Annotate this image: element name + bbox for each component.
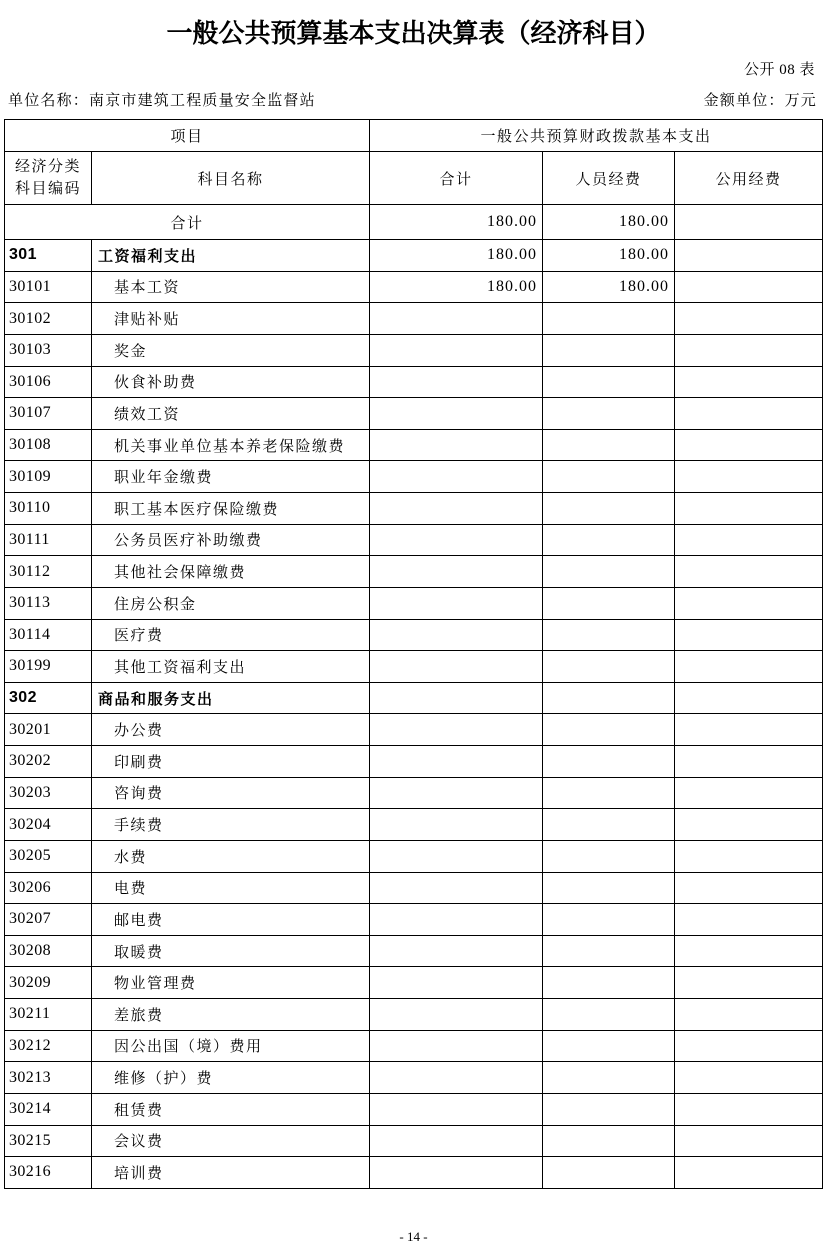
- total-cell: [370, 493, 543, 525]
- public-cell: [675, 746, 823, 778]
- table-row: [5, 1030, 823, 1062]
- name-cell: 公务员医疗补助缴费: [92, 524, 370, 556]
- table-row: [5, 493, 823, 525]
- form-number: 公开 08 表: [743, 62, 815, 78]
- name-cell: 绩效工资: [92, 398, 370, 430]
- public-cell: [675, 461, 823, 493]
- page-number: - 14 -: [399, 1229, 428, 1244]
- total-cell: [370, 999, 543, 1031]
- table-row: [5, 587, 823, 619]
- name-cell: 津贴补贴: [92, 303, 370, 335]
- code-cell: 30201: [5, 714, 92, 746]
- table-row: [5, 777, 823, 809]
- code-cell: 30216: [5, 1157, 92, 1189]
- name-cell: 办公费: [92, 714, 370, 746]
- total-cell: [370, 682, 543, 714]
- table-row: [5, 1125, 823, 1157]
- header-public: 公用经费: [675, 152, 823, 205]
- personnel-cell: [543, 1093, 675, 1125]
- personnel-cell: [543, 303, 675, 335]
- total-cell: 180.00: [370, 205, 543, 240]
- personnel-cell: [543, 935, 675, 967]
- total-cell: [370, 809, 543, 841]
- public-cell: [675, 493, 823, 525]
- table-row: [5, 904, 823, 936]
- total-cell: [370, 366, 543, 398]
- code-cell: 30106: [5, 366, 92, 398]
- public-cell: [675, 205, 823, 240]
- code-cell: 30207: [5, 904, 92, 936]
- code-cell: 30212: [5, 1030, 92, 1062]
- total-cell: [370, 904, 543, 936]
- table-row: [5, 524, 823, 556]
- header-code: [5, 152, 92, 205]
- personnel-cell: [543, 714, 675, 746]
- code-cell: 302: [5, 682, 92, 714]
- header-code-line1: 经济分类: [14, 159, 81, 175]
- personnel-cell: [543, 1062, 675, 1094]
- header-row-columns: [5, 152, 823, 205]
- name-cell: 奖金: [92, 334, 370, 366]
- public-cell: [675, 904, 823, 936]
- personnel-cell: [543, 1030, 675, 1062]
- total-row: [5, 205, 823, 240]
- header-project: 项目: [5, 120, 370, 152]
- table-row: [5, 809, 823, 841]
- table-row: [5, 840, 823, 872]
- public-cell: [675, 682, 823, 714]
- table-row: [5, 1062, 823, 1094]
- code-cell: 30111: [5, 524, 92, 556]
- name-cell: 住房公积金: [92, 587, 370, 619]
- public-cell: [675, 1030, 823, 1062]
- public-cell: [675, 366, 823, 398]
- code-cell: 30107: [5, 398, 92, 430]
- table-row: [5, 429, 823, 461]
- code-cell: 30199: [5, 651, 92, 683]
- code-cell: 30203: [5, 777, 92, 809]
- name-cell: 其他工资福利支出: [92, 651, 370, 683]
- public-cell: [675, 999, 823, 1031]
- total-cell: [370, 1125, 543, 1157]
- personnel-cell: [543, 556, 675, 588]
- header-name: 科目名称: [92, 152, 370, 205]
- amount-unit: 金额单位：万元: [703, 93, 817, 109]
- name-cell: 维修（护）费: [92, 1062, 370, 1094]
- table-row: [5, 366, 823, 398]
- table-row: [5, 334, 823, 366]
- name-cell: 水费: [92, 840, 370, 872]
- name-cell: 租赁费: [92, 1093, 370, 1125]
- public-cell: [675, 967, 823, 999]
- total-cell: 180.00: [370, 240, 543, 272]
- table-row: [5, 271, 823, 303]
- name-cell: 电费: [92, 872, 370, 904]
- personnel-cell: [543, 429, 675, 461]
- total-cell: [370, 1062, 543, 1094]
- personnel-cell: [543, 493, 675, 525]
- code-cell: 30112: [5, 556, 92, 588]
- personnel-cell: 180.00: [543, 240, 675, 272]
- total-cell: [370, 524, 543, 556]
- personnel-cell: [543, 1157, 675, 1189]
- personnel-cell: [543, 1125, 675, 1157]
- personnel-cell: [543, 872, 675, 904]
- total-cell: [370, 651, 543, 683]
- table-row: [5, 1157, 823, 1189]
- public-cell: [675, 872, 823, 904]
- name-cell: 机关事业单位基本养老保险缴费: [92, 429, 370, 461]
- page-title: 一般公共预算基本支出决算表（经济科目）: [166, 18, 661, 48]
- table-row: [5, 872, 823, 904]
- code-cell: 30211: [5, 999, 92, 1031]
- table-row: [5, 1093, 823, 1125]
- code-cell: 30202: [5, 746, 92, 778]
- public-cell: [675, 303, 823, 335]
- name-cell: 伙食补助费: [92, 366, 370, 398]
- code-cell: 30109: [5, 461, 92, 493]
- budget-table: [4, 119, 823, 1189]
- name-cell: 职业年金缴费: [92, 461, 370, 493]
- name-cell: 其他社会保障缴费: [92, 556, 370, 588]
- personnel-cell: 180.00: [543, 271, 675, 303]
- public-cell: [675, 398, 823, 430]
- name-cell: 手续费: [92, 809, 370, 841]
- table-row: [5, 714, 823, 746]
- public-cell: [675, 809, 823, 841]
- code-cell: 30114: [5, 619, 92, 651]
- public-cell: [675, 1062, 823, 1094]
- personnel-cell: [543, 587, 675, 619]
- name-cell: 会议费: [92, 1125, 370, 1157]
- public-cell: [675, 429, 823, 461]
- name-cell: 医疗费: [92, 619, 370, 651]
- name-cell: 印刷费: [92, 746, 370, 778]
- total-cell: [370, 777, 543, 809]
- code-cell: 30108: [5, 429, 92, 461]
- total-cell: [370, 1030, 543, 1062]
- personnel-cell: [543, 967, 675, 999]
- table-row: [5, 303, 823, 335]
- personnel-cell: [543, 334, 675, 366]
- table-row: [5, 999, 823, 1031]
- table-row: [5, 746, 823, 778]
- total-cell: [370, 967, 543, 999]
- personnel-cell: 180.00: [543, 205, 675, 240]
- personnel-cell: [543, 461, 675, 493]
- public-cell: [675, 777, 823, 809]
- public-cell: [675, 1093, 823, 1125]
- table-row: [5, 651, 823, 683]
- code-cell: 30103: [5, 334, 92, 366]
- total-cell: [370, 619, 543, 651]
- code-cell: 30206: [5, 872, 92, 904]
- table-row: [5, 461, 823, 493]
- table-row: [5, 619, 823, 651]
- code-cell: 30110: [5, 493, 92, 525]
- personnel-cell: [543, 904, 675, 936]
- code-cell: 30102: [5, 303, 92, 335]
- header-row-group: [5, 120, 823, 152]
- total-cell: [370, 872, 543, 904]
- total-cell: [370, 398, 543, 430]
- total-cell: [370, 1157, 543, 1189]
- personnel-cell: [543, 809, 675, 841]
- name-cell: 因公出国（境）费用: [92, 1030, 370, 1062]
- total-cell: [370, 303, 543, 335]
- total-cell: [370, 1093, 543, 1125]
- public-cell: [675, 935, 823, 967]
- public-cell: [675, 334, 823, 366]
- name-cell: 培训费: [92, 1157, 370, 1189]
- code-cell: 301: [5, 240, 92, 272]
- public-cell: [675, 524, 823, 556]
- total-cell: [370, 746, 543, 778]
- code-cell: 30213: [5, 1062, 92, 1094]
- name-cell: 工资福利支出: [92, 240, 370, 272]
- table-row: [5, 556, 823, 588]
- public-cell: [675, 556, 823, 588]
- name-cell: 物业管理费: [92, 967, 370, 999]
- public-cell: [675, 840, 823, 872]
- total-cell: [370, 714, 543, 746]
- total-cell: [370, 556, 543, 588]
- total-cell: [370, 461, 543, 493]
- code-cell: 30215: [5, 1125, 92, 1157]
- total-cell: [370, 935, 543, 967]
- name-cell: 咨询费: [92, 777, 370, 809]
- header-group: 一般公共预算财政拨款基本支出: [370, 120, 823, 152]
- header-personnel: 人员经费: [543, 152, 675, 205]
- code-cell: 30208: [5, 935, 92, 967]
- table-row: [5, 240, 823, 272]
- public-cell: [675, 1157, 823, 1189]
- personnel-cell: [543, 840, 675, 872]
- public-cell: [675, 714, 823, 746]
- table-row: [5, 398, 823, 430]
- total-label: 合计: [5, 205, 370, 240]
- code-cell: 30209: [5, 967, 92, 999]
- personnel-cell: [543, 398, 675, 430]
- total-cell: [370, 587, 543, 619]
- header-total: 合计: [370, 152, 543, 205]
- personnel-cell: [543, 366, 675, 398]
- name-cell: 取暖费: [92, 935, 370, 967]
- personnel-cell: [543, 524, 675, 556]
- total-cell: [370, 840, 543, 872]
- name-cell: 商品和服务支出: [92, 682, 370, 714]
- name-cell: 差旅费: [92, 999, 370, 1031]
- personnel-cell: [543, 619, 675, 651]
- personnel-cell: [543, 746, 675, 778]
- public-cell: [675, 587, 823, 619]
- table-row: [5, 682, 823, 714]
- public-cell: [675, 240, 823, 272]
- personnel-cell: [543, 651, 675, 683]
- code-cell: 30205: [5, 840, 92, 872]
- personnel-cell: [543, 682, 675, 714]
- table-row: [5, 935, 823, 967]
- code-cell: 30214: [5, 1093, 92, 1125]
- name-cell: 基本工资: [92, 271, 370, 303]
- name-cell: 职工基本医疗保险缴费: [92, 493, 370, 525]
- total-cell: [370, 334, 543, 366]
- header-code-line2: 科目编码: [14, 181, 81, 197]
- public-cell: [675, 271, 823, 303]
- public-cell: [675, 619, 823, 651]
- personnel-cell: [543, 999, 675, 1031]
- name-cell: 邮电费: [92, 904, 370, 936]
- total-cell: [370, 429, 543, 461]
- code-cell: 30113: [5, 587, 92, 619]
- code-cell: 30101: [5, 271, 92, 303]
- public-cell: [675, 651, 823, 683]
- unit-name: 单位名称：南京市建筑工程质量安全监督站: [8, 93, 316, 109]
- public-cell: [675, 1125, 823, 1157]
- table-row: [5, 967, 823, 999]
- code-cell: 30204: [5, 809, 92, 841]
- total-cell: 180.00: [370, 271, 543, 303]
- personnel-cell: [543, 777, 675, 809]
